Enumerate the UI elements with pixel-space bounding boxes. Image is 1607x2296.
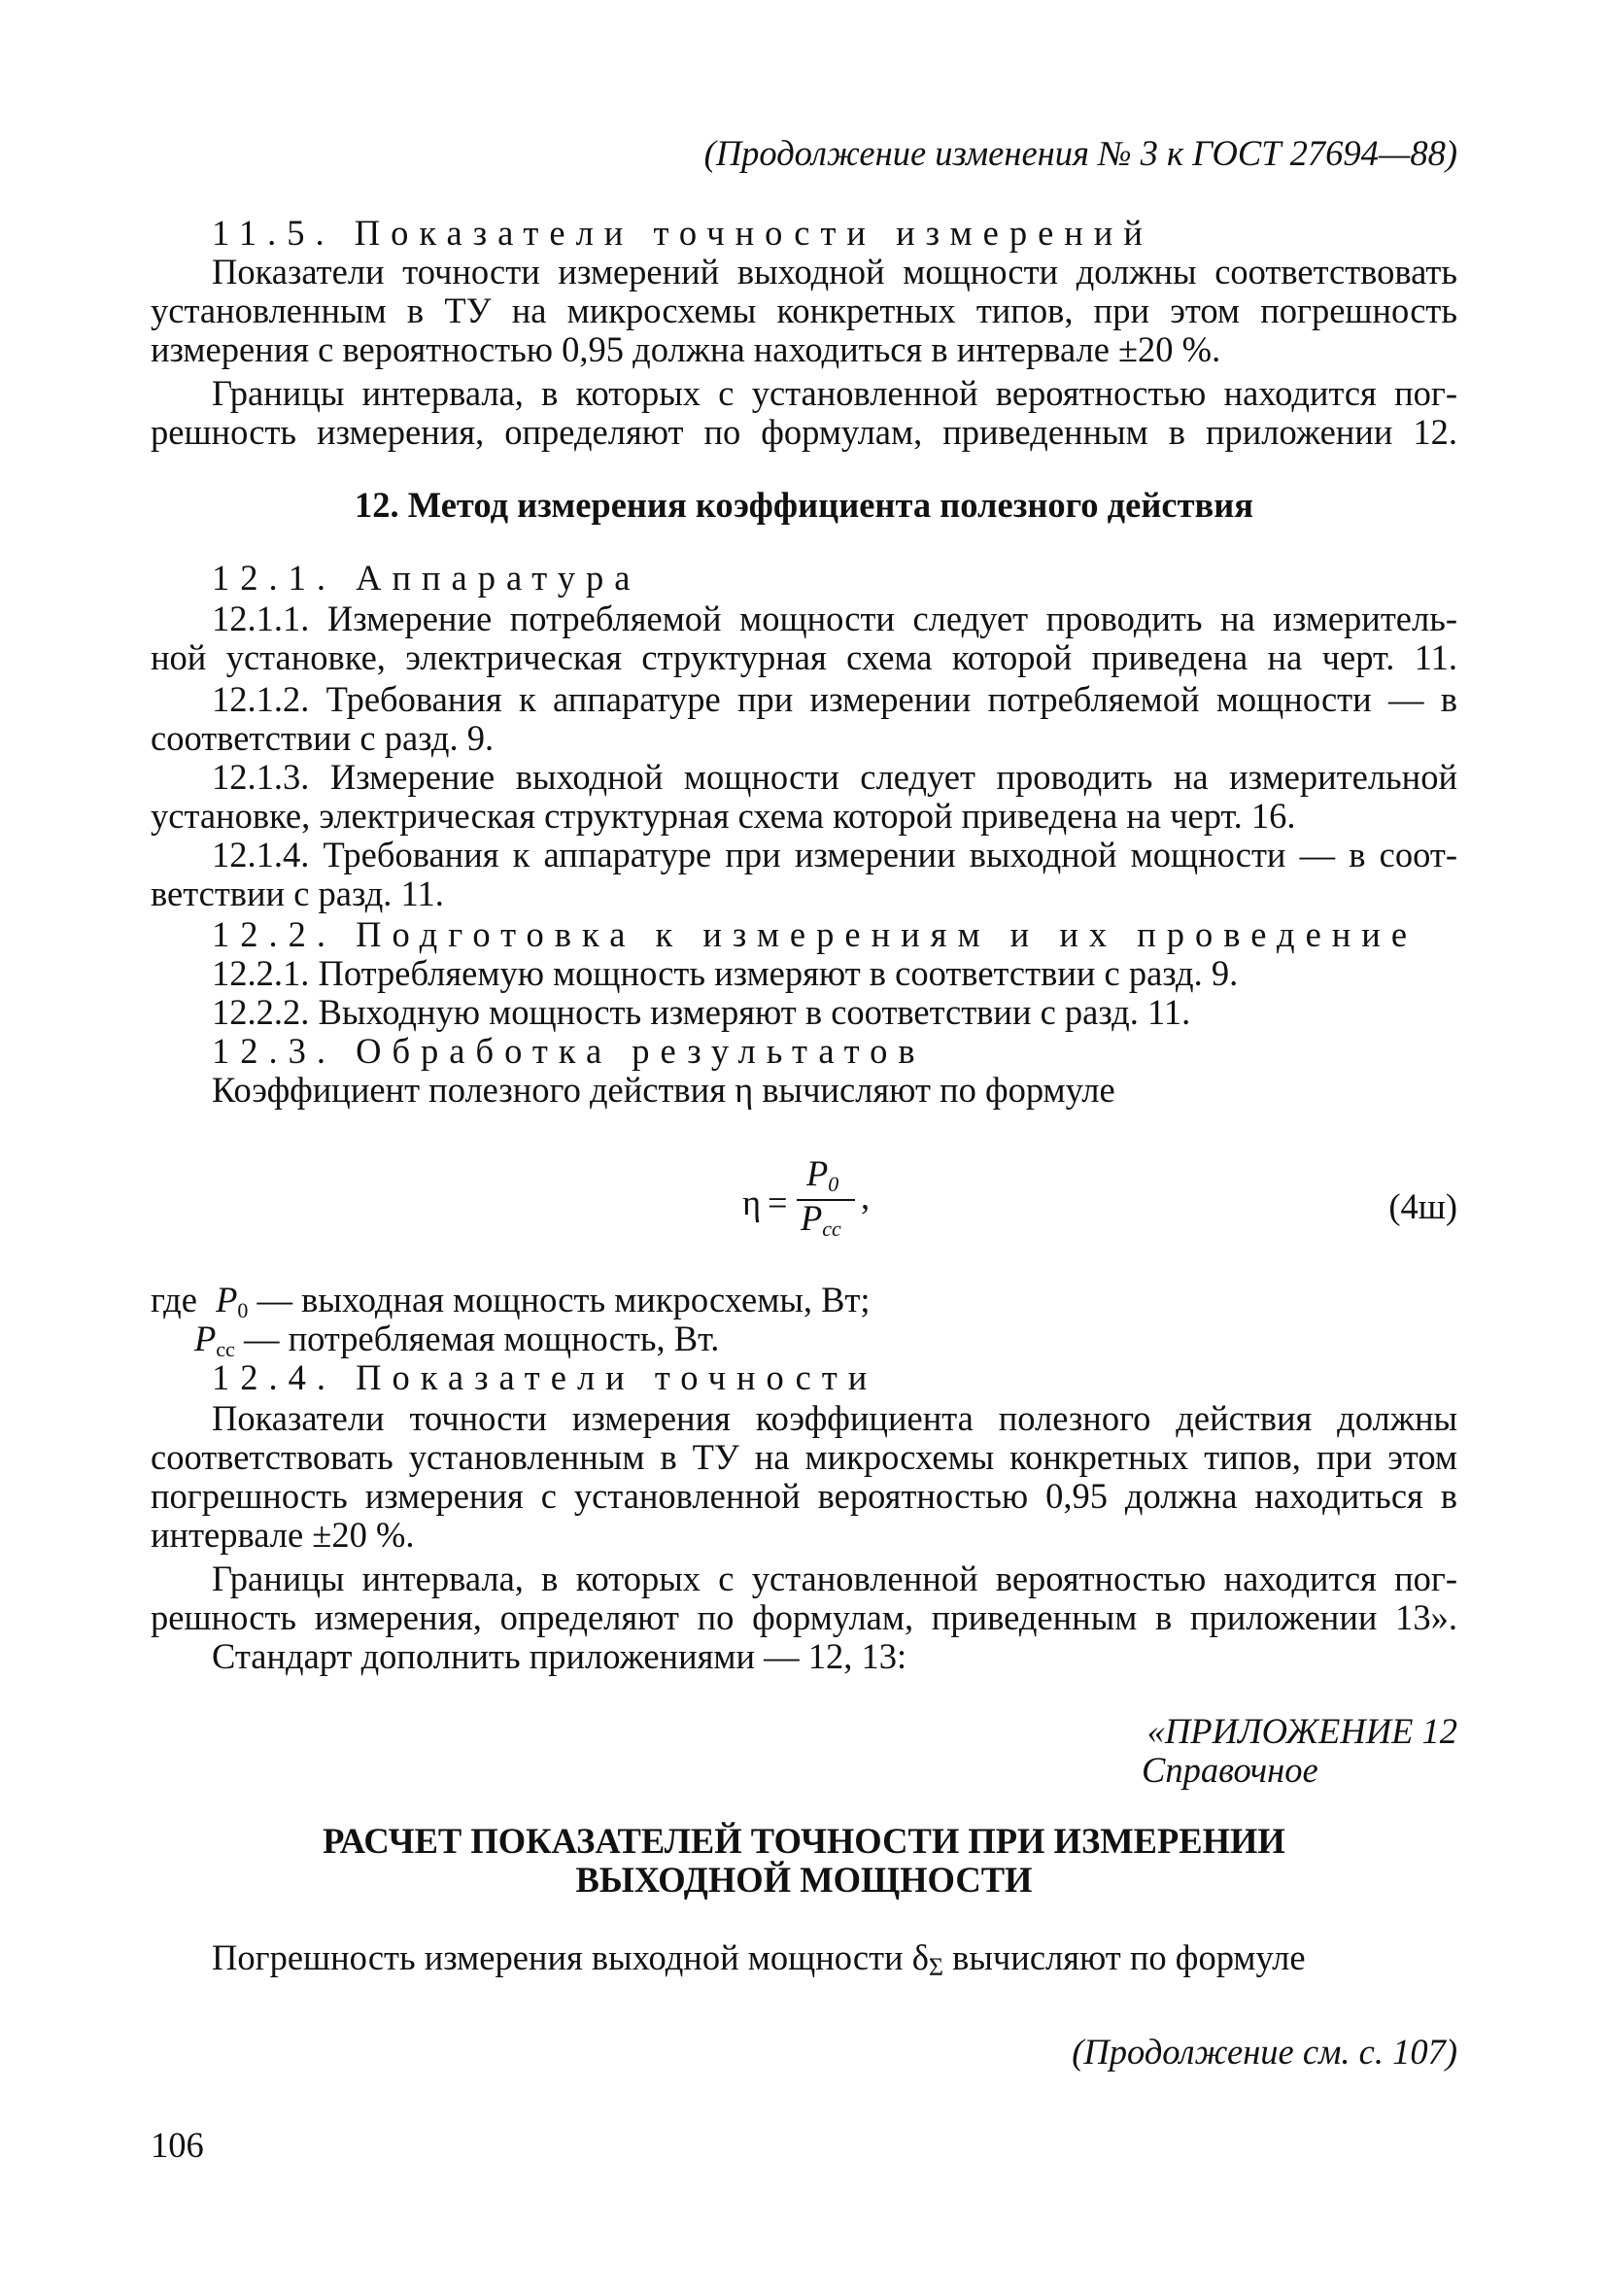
paragraph-line: ветствии с разд. 11. bbox=[151, 874, 444, 913]
paragraph-line: интервале ±20 %. bbox=[151, 1515, 415, 1555]
paragraph-line: 12.1.3. Измерение выходной мощности следует проводить на измерительной bbox=[212, 757, 1457, 797]
section-11-5-heading: 11.5. Показатели точности измерений bbox=[212, 213, 1153, 253]
appendix-title-line: ВЫХОДНОЙ МОЩНОСТИ bbox=[575, 1860, 1033, 1900]
paragraph-line: Границы интервала, в которых с установленной вероятностью находится пог- bbox=[212, 1559, 1457, 1598]
where-line-pcc: $P_{сс}$ — потребляемая мощность, Вт. bbox=[194, 1319, 720, 1361]
paragraph-line: соответствии с разд. 9. bbox=[151, 718, 495, 758]
paragraph-line: 12.1.4. Требования к аппаратуре при измерении выходной мощности — в соот- bbox=[212, 835, 1457, 874]
where-line-p0: где $P_0$ — выходная мощность микросхемы, Вт; bbox=[151, 1280, 871, 1322]
paragraph-line: 12.2.2. Выходную мощность измеряют в соответствии с разд. 11. bbox=[212, 992, 1191, 1032]
formula-eta: η bbox=[742, 1182, 762, 1222]
paragraph-line: 12.1.1. Измерение потребляемой мощности следует проводить на измеритель- bbox=[212, 599, 1457, 638]
formula-numerator: $P_0$ bbox=[806, 1153, 839, 1196]
paragraph-line: погрешность измерения с установленной вероятностью 0,95 должна находиться в bbox=[151, 1476, 1457, 1516]
paragraph-line: Границы интервала, в которых с установленной вероятностью находится пог- bbox=[212, 373, 1457, 413]
appendix-title-line: РАСЧЕТ ПОКАЗАТЕЛЕЙ ТОЧНОСТИ ПРИ ИЗМЕРЕНИИ bbox=[323, 1821, 1285, 1861]
page-number: 106 bbox=[151, 2125, 204, 2165]
appendix-type: Справочное bbox=[1142, 1750, 1318, 1790]
section-12-2-heading: 12.2. Подготовка к измерениям и их проведение bbox=[212, 914, 1419, 954]
paragraph-line: Коэффициент полезного действия η вычисляют по формуле bbox=[212, 1070, 1115, 1110]
continued-note: (Продолжение см. с. 107) bbox=[1072, 2032, 1457, 2072]
paragraph-line: 12.2.1. Потребляемую мощность измеряют в соответствии с разд. 9. bbox=[212, 953, 1239, 993]
section-12-3-heading: 12.3. Обработка результатов bbox=[212, 1031, 926, 1071]
formula-number: (4ш) bbox=[1388, 1186, 1457, 1226]
formula-denominator: $P_{сс}$ bbox=[801, 1198, 841, 1241]
section-12-1-heading: 12.1. Аппаратура bbox=[212, 558, 641, 598]
section-12-4-heading: 12.4. Показатели точности bbox=[212, 1357, 878, 1397]
paragraph-line: Показатели точности измерения коэффициента полезного действия должны bbox=[212, 1398, 1457, 1438]
paragraph-line: измерения с вероятностью 0,95 должна находиться в интервале ±20 %. bbox=[151, 329, 1221, 369]
paragraph-line: Погрешность измерения выходной мощности $\delta_\Sigma$ вычисляют по формуле bbox=[212, 1937, 1306, 1981]
paragraph-line: 12.1.2. Требования к аппаратуре при измерении потребляемой мощности — в bbox=[212, 679, 1457, 719]
section-12-title: 12. Метод измерения коэффициента полезного действия bbox=[355, 485, 1253, 525]
paragraph-line: решность измерения, определяют по формулам, приведенным в приложении 13». bbox=[151, 1597, 1457, 1637]
paragraph-line: Стандарт дополнить приложениями — 12, 13: bbox=[212, 1636, 907, 1676]
paragraph-line: соответствовать установленным в ТУ на микросхемы конкретных типов, при этом bbox=[151, 1437, 1457, 1477]
formula-comma: , bbox=[861, 1177, 871, 1217]
appendix-label: «ПРИЛОЖЕНИЕ 12 bbox=[1146, 1711, 1457, 1751]
paragraph-line: установленным в ТУ на микросхемы конкретных типов, при этом погрешность bbox=[151, 291, 1457, 330]
paragraph-line: ной установке, электрическая структурная схема которой приведена на черт. 11. bbox=[151, 637, 1457, 677]
paragraph-line: установке, электрическая структурная схема которой приведена на черт. 16. bbox=[151, 796, 1296, 836]
paragraph-line: решность измерения, определяют по формулам, приведенным в приложении 12. bbox=[151, 412, 1457, 452]
formula-equals: = bbox=[768, 1182, 788, 1222]
running-header: (Продолжение изменения № 3 к ГОСТ 27694—88) bbox=[703, 133, 1457, 173]
paragraph-line: Показатели точности измерений выходной мощности должны соответствовать bbox=[212, 252, 1457, 291]
